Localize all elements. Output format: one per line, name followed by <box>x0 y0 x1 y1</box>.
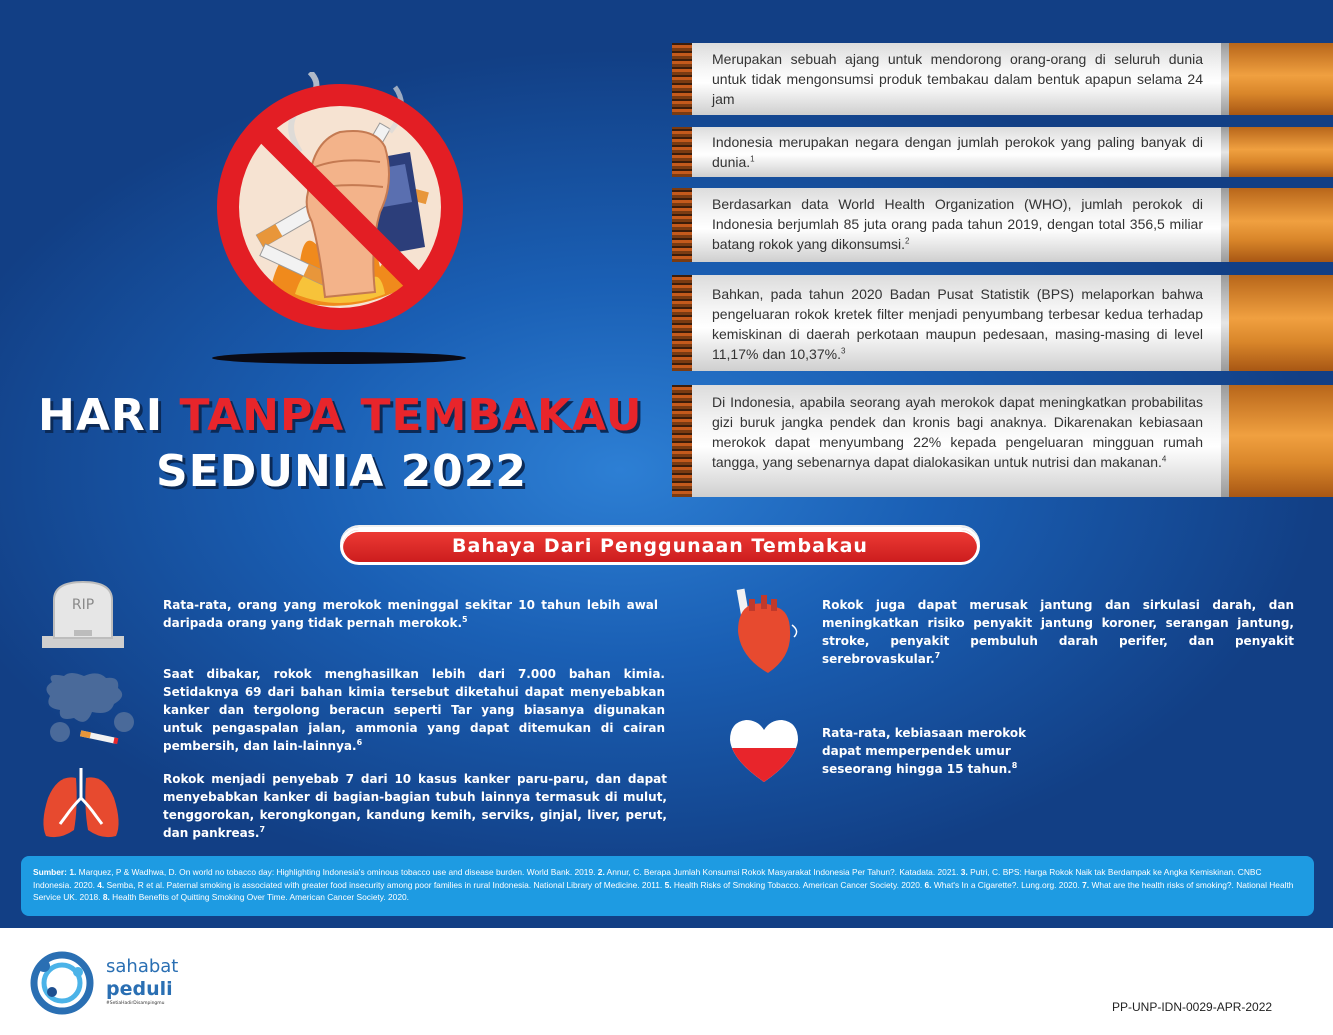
source-text: Putri, C. BPS: Harga Rokok Naik tak Berdampak ke Angka Kemiskinan. CNBC Indonesia. 2020. <box>33 867 1262 890</box>
heart-organ-icon <box>730 585 804 677</box>
emblem-shadow <box>212 352 466 364</box>
sahabat-peduli-logo-icon <box>30 950 100 1016</box>
cigarette-fact-4 <box>672 275 1333 371</box>
cigarette-band <box>1221 127 1229 177</box>
tombstone-icon <box>40 578 126 650</box>
section-banner <box>340 527 980 565</box>
cigarette-ash <box>672 275 692 371</box>
source-num: 7. <box>1082 879 1090 890</box>
source-text: Health Risks of Smoking Tobacco. American Cancer Society. 2020. <box>673 879 923 890</box>
source-text: Semba, R et al. Paternal smoking is associated with greater food insecurity among poor families in rural Indonesia. National Library of Medicine. 2011. <box>106 879 663 890</box>
logo-tagline: #SetiaHadirDisampingmu <box>106 1001 165 1006</box>
cigarette-band <box>1221 385 1229 497</box>
cigarette-band <box>1221 275 1229 371</box>
source-num: 8. <box>102 892 110 902</box>
rip-text: RIP <box>71 597 95 613</box>
cigarette-fact-1 <box>672 43 1333 115</box>
heart-meter-icon <box>728 718 800 784</box>
cigarette-text-3: Berdasarkan data World Health Organization (WHO), jumlah perokok di Indonesia berjumlah 85 juta orang pada tahun 2019, dengan total 356,5 miliar batang rokok yang dikonsumsi.$^2$ <box>712 196 1203 252</box>
cigarette-text-1: Merupakan sebuah ajang untuk mendorong orang-orang di seluruh dunia untuk tidak mengonsumsi produk tembakau dalam bentuk apapun selama 24 jam <box>712 51 1203 107</box>
no-smoking-emblem <box>200 72 480 342</box>
cigarette-ash <box>672 43 692 115</box>
title-word-tanpa-tembakau: TANPA TEMBAKAU <box>179 390 643 441</box>
cigarette-ash <box>672 188 692 262</box>
fact-lifespan: Rata-rata, kebiasaan merokok dapat memperpendek umur seseorang hingga 15 tahun.$^8$ <box>822 726 1027 776</box>
cigarette-fact-5 <box>672 385 1333 497</box>
fact-life-shorter: Rata-rata, orang yang merokok meninggal sekitar 10 tahun lebih awal daripada orang yang tidak pernah merokok.$^5$ <box>163 598 658 630</box>
document-code: PP-UNP-IDN-0029-APR-2022 <box>1112 1000 1273 1014</box>
cigarette-filter <box>1229 188 1333 262</box>
source-text: What are the health risks of smoking?. National Health Service UK. 2018. <box>33 879 1294 902</box>
source-num: 2. <box>597 867 605 877</box>
cigarette-ash <box>672 385 692 497</box>
cigarette-fact-2 <box>672 127 1333 177</box>
source-num: 1. <box>69 867 77 877</box>
cigarette-text-5: Di Indonesia, apabila seorang ayah merokok dapat meningkatkan probabilitas gizi buruk jangka pendek dan kronis bagi anaknya. Dikarenakan kebiasaan merokok dapat menyumbang 22% kepada pengeluaran mingguan rumah tangga, yang sebenarnya dapat dialokasikan untuk nutrisi dan makanan.$^4$ <box>712 394 1203 470</box>
banner-title: Bahaya Dari Penggunaan Tembakau <box>452 535 868 557</box>
source-text: What's In a Cigarette?. Lung.org. 2020. <box>933 879 1080 890</box>
cigarette-filter <box>1229 275 1333 371</box>
sources-box <box>21 856 1314 916</box>
sources-label: Sumber: <box>33 867 67 877</box>
logo-line-1: sahabat <box>106 956 179 977</box>
cigarette-band <box>1221 188 1229 262</box>
source-text: Annur, C. Berapa Jumlah Konsumsi Rokok Masyarakat Indonesia Per Tahun?. Katadata. 2021. <box>606 867 959 877</box>
smoke-cloud-icon <box>40 672 136 748</box>
logo-line-2: peduli <box>106 978 173 1000</box>
fact-chemicals: Saat dibakar, rokok menghasilkan lebih dari 7.000 bahan kimia. Setidaknya 69 dari bahan kimia tersebut diketahui dapat menyebabkan kanker dan tergolong beracun seperti Tar yang biasanya digunakan untuk pengaspalan jalan, ammonia yang dapat ditemukan di cairan pembersih, dan lain-lainnya.$^6$ <box>163 667 665 753</box>
cigarette-filter <box>1229 127 1333 177</box>
fact-lung-cancer: Rokok menjadi penyebab 7 dari 10 kasus kanker paru-paru, dan dapat menyebabkan kanker di bagian-bagian tubuh lainnya termasuk di mulut, tenggorokan, kerongkongan, kandung kemih, serviks, ginjal, liver, perut, dan pankreas.$^7$ <box>163 772 667 840</box>
title-line-sedunia: SEDUNIA 2022 <box>156 446 528 497</box>
source-num: 6. <box>924 879 932 890</box>
title-word-hari: HARI <box>38 390 164 441</box>
cigarette-ash <box>672 127 692 177</box>
source-num: 5. <box>664 879 672 890</box>
fact-heart-damage: Rokok juga dapat merusak jantung dan sirkulasi darah, dan meningkatkan risiko penyakit jantung koroner, serangan jantung, stroke, penyakit pembuluh darah perifer, dan penyakit serebrovaskular.$^7$ <box>822 598 1294 666</box>
cigarette-text-2: Indonesia merupakan negara dengan jumlah perokok yang paling banyak di dunia.$^1$ <box>712 134 1203 170</box>
cigarette-fact-3 <box>672 188 1333 262</box>
source-num: 3. <box>960 867 968 877</box>
source-num: 4. <box>97 879 105 890</box>
source-text: Marquez, P & Wadhwa, D. On world no tobacco day: Highlighting Indonesia's ominous tobacco use and disease burden. World Bank. 2019. <box>78 867 596 877</box>
lungs-icon <box>38 768 124 840</box>
cigarette-filter <box>1229 385 1333 497</box>
source-text: Health Benefits of Quitting Smoking Over Time. American Cancer Society. 2020. <box>112 892 409 902</box>
cigarette-band <box>1221 43 1229 115</box>
cigarette-filter <box>1229 43 1333 115</box>
cigarette-text-4: Bahkan, pada tahun 2020 Badan Pusat Statistik (BPS) melaporkan bahwa pengeluaran rokok kretek filter menjadi penyumbang terbesar kedua terhadap kemiskinan di daerah perkotaan maupun pedesaan, masing-masing di level 11,17% dan 10,37%.$^3$ <box>712 286 1203 362</box>
sahabat-peduli-logo <box>106 956 178 1008</box>
